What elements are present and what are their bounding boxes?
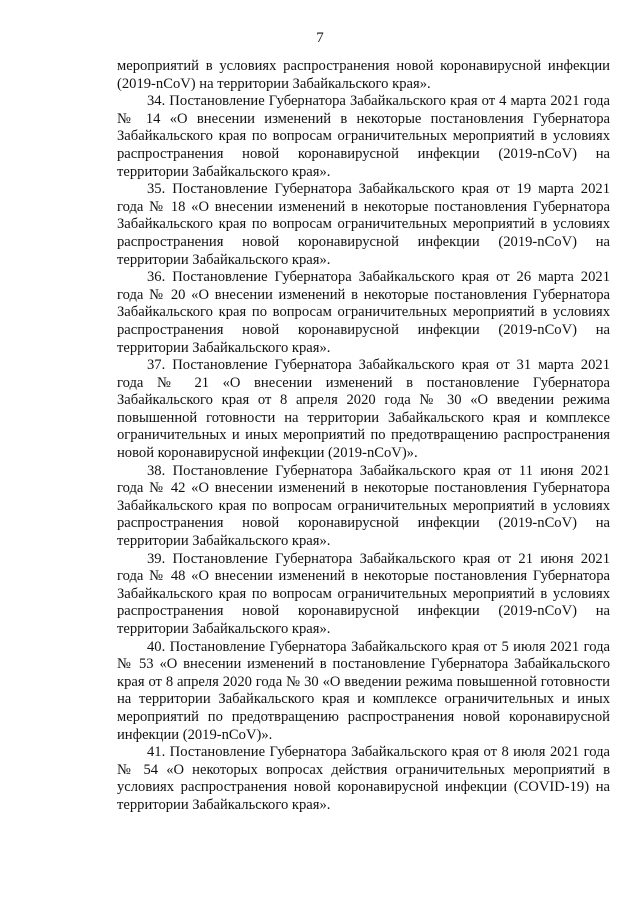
paragraph-item-35: 35. Постановление Губернатора Забайкальского края от 19 марта 2021 года № 18 «О внесении изменений в некоторые постановления Губернатора Забайкальского края по вопросам ограничительных мероприятий в условиях распространения новой коронавирусной инфекции (2019-nCoV) на территории Забайкальского края». xyxy=(117,181,610,268)
paragraph-item-37: 37. Постановление Губернатора Забайкальского края от 31 марта 2021 года № 21 «О внесении изменений в постановление Губернатора Забайкальского края от 8 апреля 2020 года № 30 «О введении режима повышенной готовности на территории Забайкальского края и комплексе ограничительных и иных мероприятий по предотвращению распространения новой коронавирусной инфекции (2019-nCoV)». xyxy=(117,357,610,462)
paragraph-item-38: 38. Постановление Губернатора Забайкальского края от 11 июня 2021 года № 42 «О внесении изменений в некоторые постановления Губернатора Забайкальского края по вопросам ограничительных мероприятий в условиях распространения новой коронавирусной инфекции (2019-nCoV) на территории Забайкальского края». xyxy=(117,462,610,550)
paragraph-item-40: 40. Постановление Губернатора Забайкальского края от 5 июля 2021 года № 53 «О внесении изменений в постановление Губернатора Забайкальского края от 8 апреля 2020 года № 30 «О введении режима повышенной готовности на территории Забайкальского края и комплексе ограничительных и иных мероприятий по предотвращению распространения новой коронавирусной инфекции (2019-nCoV)». xyxy=(117,638,610,743)
paragraph-continuation: мероприятий в условиях распространения новой коронавирусной инфекции (2019-nCoV) на территории Забайкальского края». xyxy=(117,58,610,92)
page-number: 7 xyxy=(316,30,324,46)
paragraph-item-41: 41. Постановление Губернатора Забайкальского края от 8 июля 2021 года № 54 «О некоторых вопросах действия ограничительных мероприятий в условиях распространения новой коронавирусной инфекции (COVID-19) на территории Забайкальского края». xyxy=(117,744,610,813)
paragraph-item-36: 36. Постановление Губернатора Забайкальского края от 26 марта 2021 года № 20 «О внесении изменений в некоторые постановления Губернатора Забайкальского края по вопросам ограничительных мероприятий в условиях распространения новой коронавирусной инфекции (2019-nCoV) на территории Забайкальского края». xyxy=(117,269,610,356)
paragraph-item-34: 34. Постановление Губернатора Забайкальского края от 4 марта 2021 года № 14 «О внесении изменений в некоторые постановления Губернатора Забайкальского края по вопросам ограничительных мероприятий в условиях распространения новой коронавирусной инфекции (2019-nCoV) на территории Забайкальского края». xyxy=(117,93,610,180)
document-body xyxy=(117,58,610,815)
paragraph-item-39: 39. Постановление Губернатора Забайкальского края от 21 июня 2021 года № 48 «О внесении изменений в некоторые постановления Губернатора Забайкальского края по вопросам ограничительных мероприятий в условиях распространения новой коронавирусной инфекции (2019-nCoV) на территории Забайкальского края». xyxy=(117,550,610,637)
